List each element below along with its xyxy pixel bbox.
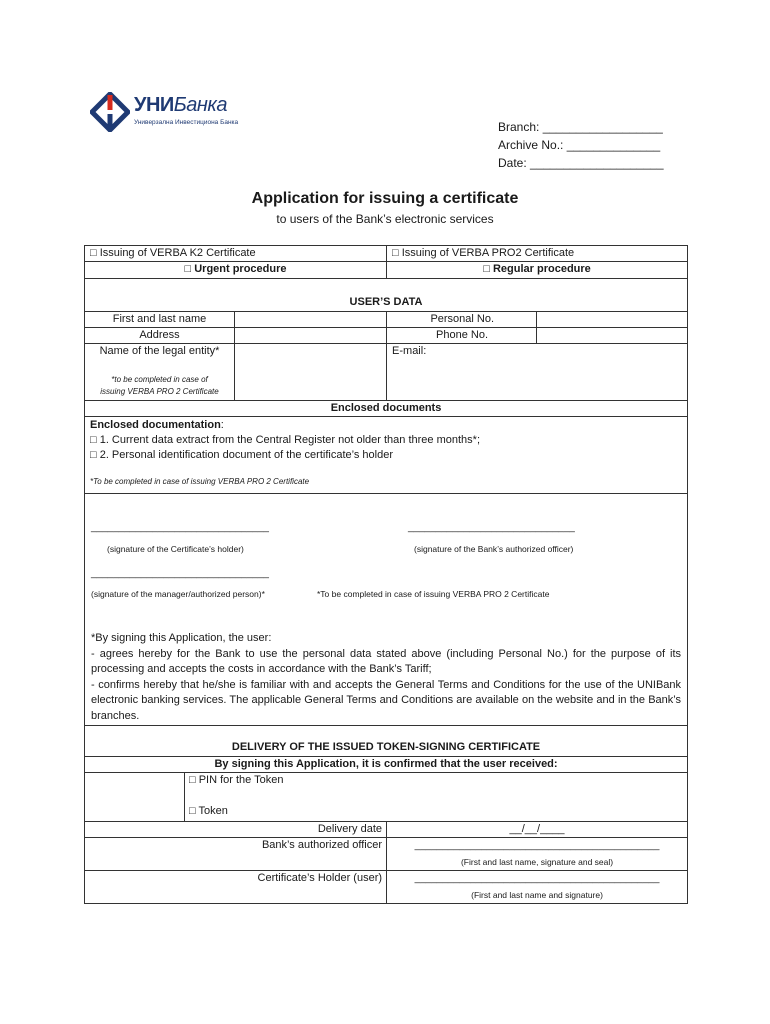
legal-entity-label: Name of the legal entity* [99,345,220,357]
page-subtitle: to users of the Bank’s electronic services [276,212,494,226]
users-data-heading-row [85,279,688,312]
address-label: Address [85,328,235,344]
signatures-consent-cell [85,494,688,726]
address-input[interactable] [235,328,387,344]
legal-entity-note-2: issuing VERBA PRO 2 Certificate [100,387,219,396]
officer-signature-line[interactable]: ______________________________ [408,522,575,533]
enclosed-docs-row [85,417,688,494]
manager-signature-line[interactable]: ________________________________ [91,568,269,579]
certificate-holder-field[interactable] [387,871,688,904]
enclosed-heading-row [85,401,688,417]
option-k2-checkbox[interactable]: □ Issuing of VERBA K2 Certificate [85,246,387,262]
officer-row [85,838,688,871]
consent-paragraph-1: - agrees hereby for the Bank to use the personal data stated above (including Personal No.) for the purpose of its processing and accepts the costs in accordance with the Bank’s Tariff; [91,647,682,675]
urgent-procedure-checkbox[interactable]: □ Urgent procedure [85,262,387,279]
logo-diamond-icon [90,92,130,132]
enclosed-heading: Enclosed documents [85,401,688,417]
pin-checkbox[interactable]: □ PIN for the Token [189,774,284,786]
address-row [85,328,688,344]
legal-entity-input[interactable] [235,344,387,401]
logo-tagline: Универзална Инвестициона Банка [134,119,239,126]
enclosed-colon: : [220,419,224,431]
bank-officer-line[interactable]: ____________________________________________ [414,840,660,851]
bank-logo [90,92,250,136]
certificate-holder-label: Certificate’s Holder (user) [85,871,387,904]
delivery-confirm-row [85,757,688,773]
name-row [85,312,688,328]
enclosed-item-2-checkbox[interactable]: □ 2. Personal identification document of the certificate’s holder [90,449,393,461]
holder-row [85,871,688,904]
delivery-items-cell [185,773,688,822]
bank-officer-label: Bank’s authorized officer [85,838,387,871]
enclosed-note: *To be completed in case of issuing VERBA PRO 2 Certificate [90,477,310,486]
token-checkbox[interactable]: □ Token [189,805,228,817]
legal-entity-label-cell [85,344,235,401]
legal-entity-note-1: *to be completed in case of [111,375,208,384]
email-field[interactable] [387,344,688,401]
application-form [84,245,688,904]
personal-no-label: Personal No. [387,312,537,328]
consent-block [91,631,681,724]
holder-signature-line[interactable]: ________________________________ [91,522,269,533]
branch-field[interactable]: Branch: __________________ [498,120,663,134]
consent-paragraph-2: - confirms hereby that he/she is familiar with and accepts the General Terms and Conditions for the use of the UNIBank electronic banking services. The applicable General Terms and Conditions are available on the website and in the Bank’s branches. [91,678,682,722]
holder-signature-caption: (signature of the Certificate’s holder) [107,544,244,554]
date-field[interactable]: Date: ____________________ [498,156,664,170]
delivery-date-label: Delivery date [85,822,387,838]
regular-procedure-checkbox[interactable]: □ Regular procedure [387,262,688,279]
personal-no-input[interactable] [537,312,688,328]
delivery-heading: DELIVERY OF THE ISSUED TOKEN-SIGNING CERTIFICATE [85,726,688,757]
options-row [85,246,688,262]
delivery-items-row [85,773,688,822]
first-last-name-input[interactable] [235,312,387,328]
enclosed-docs-cell [85,417,688,494]
phone-label: Phone No. [387,328,537,344]
certificate-holder-caption: (First and last name and signature) [471,890,603,900]
enclosed-label-line [90,418,682,433]
procedure-row [85,262,688,279]
delivery-heading-row [85,726,688,757]
enclosed-item-1-checkbox[interactable]: □ 1. Current data extract from the Central Register not older than three months*; [90,434,481,446]
signatures-consent-row [85,494,688,726]
delivery-date-row [85,822,688,838]
officer-signature-caption: (signature of the Bank’s authorized officer) [414,544,574,554]
email-label: E-mail: [392,345,427,357]
phone-input[interactable] [537,328,688,344]
delivery-date-input[interactable]: __/__/____ [387,822,688,838]
option-pro2-checkbox[interactable]: □ Issuing of VERBA PRO2 Certificate [387,246,688,262]
consent-lead: *By signing this Application, the user: [91,632,272,644]
certificate-holder-line[interactable]: ____________________________________________ [414,873,660,884]
logo-wordmark: УНИБанка [134,94,227,116]
bank-officer-field[interactable] [387,838,688,871]
legal-entity-row [85,344,688,401]
page-title: Application for issuing a certificate [251,190,519,207]
enclosed-label: Enclosed documentation [90,419,221,431]
first-last-name-label: First and last name [85,312,235,328]
delivery-items-spacer [85,773,185,822]
manager-signature-note: *To be completed in case of issuing VERBA PRO 2 Certificate [317,589,550,599]
users-data-heading: USER’S DATA [85,279,688,312]
bank-officer-caption: (First and last name, signature and seal) [460,857,614,867]
manager-signature-caption: (signature of the manager/authorized person)* [91,589,265,599]
archive-field[interactable]: Archive No.: ______________ [498,138,661,152]
delivery-confirm: By signing this Application, it is confirmed that the user received: [85,757,688,773]
